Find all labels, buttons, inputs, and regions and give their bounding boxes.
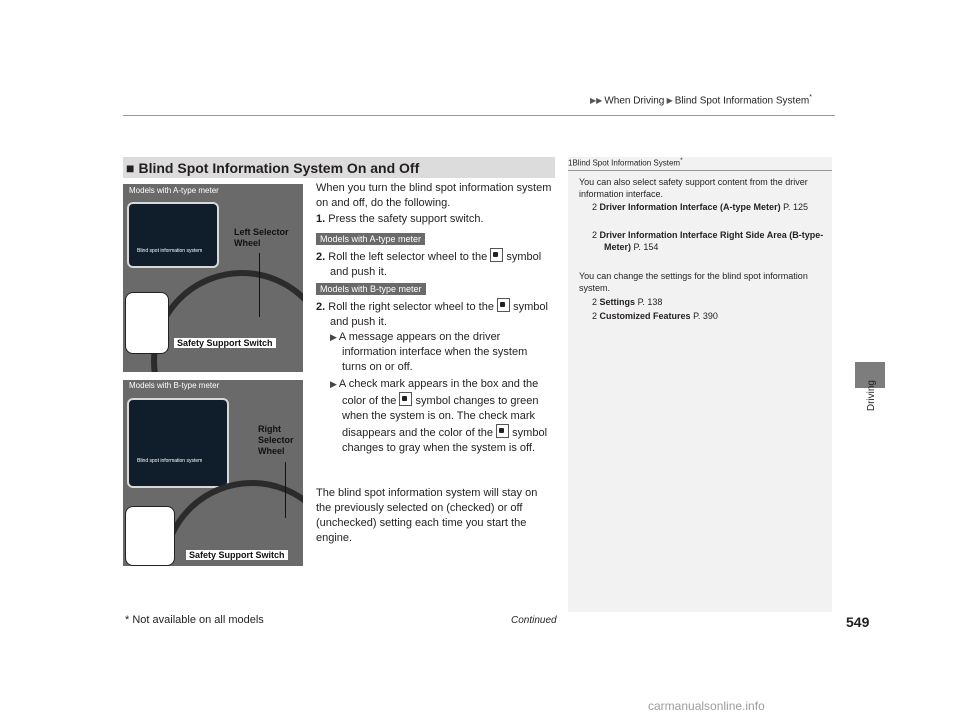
result-text: symbol changes to green when the system is on. The check mark disappears and the color of the [342, 395, 539, 439]
result-arrow-icon: ▶ [330, 379, 337, 389]
reference-label: Customized Features [599, 311, 691, 321]
right-selector-wheel-callout: Right Selector Wheel [258, 424, 294, 456]
square-bullet-icon: ■ [126, 159, 135, 176]
footnote: * Not available on all models [125, 614, 264, 626]
figure-a-type-meter [123, 184, 303, 372]
reference-label: Driver Information Interface (A-type Meter) [599, 202, 781, 212]
cross-reference[interactable] [592, 229, 824, 253]
safety-support-switch-inset [125, 292, 169, 354]
leader-line [259, 253, 260, 317]
reference-page: P. 154 [633, 242, 659, 252]
closing-paragraph: The blind spot information system will stay on the previously selected on (checked) or off (unchecked) setting each time you start the engine. [316, 487, 538, 544]
sidenote-panel [568, 157, 832, 612]
reference-marker: 2 [592, 311, 598, 321]
step-text: Roll the left selector wheel to the [328, 251, 488, 263]
screen-caption: Blind spot information system [137, 248, 203, 254]
leader-line [285, 462, 286, 518]
reference-label: Settings [599, 297, 636, 307]
header-rule [123, 115, 835, 116]
result-2 [330, 377, 552, 456]
asterisk-mark: * [809, 94, 812, 101]
step-text: Press the safety support switch. [328, 213, 484, 225]
step-number: 2. [316, 251, 326, 263]
section-title-text: Blind Spot Information System On and Off [138, 159, 420, 176]
sidenote-title: Blind Spot Information System [572, 158, 681, 168]
result-text: symbol changes to gray when the system is off. [342, 427, 548, 454]
blind-spot-symbol-icon [496, 424, 509, 438]
meter-display [127, 202, 219, 268]
cross-reference[interactable] [592, 296, 824, 308]
sidenote-paragraph: You can also select safety support content from the driver information interface. [579, 177, 808, 199]
breadcrumb-item: Blind Spot Information System [674, 95, 810, 107]
safety-support-switch-callout: Safety Support Switch [174, 338, 276, 348]
figure-b-tag: Models with B-type meter [124, 380, 224, 391]
figure-a-tag: Models with A-type meter [124, 185, 224, 196]
safety-support-switch-callout: Safety Support Switch [186, 550, 288, 560]
steering-wheel [151, 270, 303, 372]
cross-reference[interactable] [592, 310, 824, 322]
result-text: A message appears on the driver information interface when the system turns on or off. [338, 331, 528, 373]
step-2b [316, 298, 554, 330]
asterisk-mark: * [680, 157, 683, 164]
breadcrumb [590, 94, 812, 106]
safety-support-switch-inset [125, 506, 175, 566]
screen-caption: Blind spot information system [137, 458, 203, 464]
arrow-icon: ▶ [664, 96, 673, 106]
result-arrow-icon: ▶ [330, 332, 337, 342]
step-text: symbol and push it. [330, 301, 548, 328]
figure-b-type-meter [123, 380, 303, 566]
reference-marker: 2 [592, 297, 598, 307]
step-1 [316, 212, 554, 227]
blind-spot-symbol-icon [490, 248, 503, 262]
reference-label: Driver Information Interface Right Side Area (B-type-Meter) [599, 230, 824, 252]
step-2a [316, 248, 554, 280]
intro-paragraph: When you turn the blind spot information system on and off, do the following. [316, 182, 552, 209]
sidenote-number: 1 [568, 158, 573, 168]
a-type-meter-tag: Models with A-type meter [316, 233, 425, 245]
sidenote-heading [568, 157, 832, 171]
chapter-label: Driving [866, 380, 877, 412]
b-type-meter-tag: Models with B-type meter [316, 283, 426, 295]
left-selector-wheel-callout: Left Selector Wheel [234, 227, 289, 248]
sidenote-paragraph: You can change the settings for the blind spot information system. [579, 271, 808, 293]
reference-marker: 2 [592, 230, 598, 240]
cross-reference[interactable] [592, 201, 824, 213]
step-text: symbol and push it. [330, 251, 542, 278]
result-text: A check mark appears in the box and the color of the [338, 378, 539, 407]
meter-display [127, 398, 229, 488]
blind-spot-symbol-icon [399, 392, 412, 406]
continued-label: Continued [511, 615, 557, 626]
blind-spot-symbol-icon [497, 298, 510, 312]
breadcrumb-item: When Driving [604, 95, 665, 107]
step-number: 1. [316, 213, 326, 225]
reference-marker: 2 [592, 202, 598, 212]
result-1 [330, 330, 552, 375]
watermark[interactable]: carmanualsonline.info [648, 699, 765, 713]
reference-page: P. 125 [783, 202, 808, 212]
page-number: 549 [846, 614, 870, 630]
double-arrow-icon: ▶▶ [590, 96, 603, 106]
reference-page: P. 138 [637, 297, 663, 307]
reference-page: P. 390 [693, 311, 718, 321]
step-text: Roll the right selector wheel to the [328, 301, 494, 313]
section-title [123, 157, 555, 178]
step-number: 2. [316, 301, 326, 313]
